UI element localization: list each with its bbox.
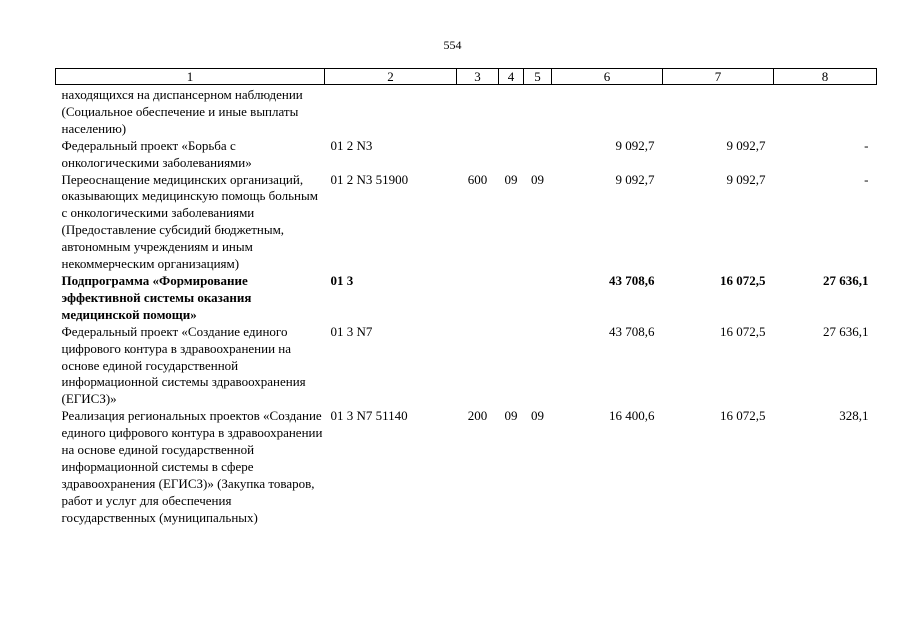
row-col-5 — [524, 138, 552, 172]
table-row — [56, 324, 877, 409]
row-col-3 — [457, 324, 499, 409]
row-col-3: 200 — [467, 408, 488, 424]
row-col-4 — [499, 85, 524, 138]
row-description: Федеральный проект «Борьба с онкологическими заболеваниями» — [61, 137, 252, 170]
row-value-8 — [774, 85, 877, 138]
row-value-6: 9 092,7 — [615, 137, 655, 153]
row-value-7: 9 092,7 — [726, 171, 766, 187]
row-code: 01 3 N7 51140 — [330, 408, 408, 424]
row-col-4: 09 — [504, 408, 518, 424]
column-number-6: 6 — [552, 69, 663, 85]
row-value-7 — [663, 85, 774, 138]
row-value-7: 9 092,7 — [726, 137, 766, 153]
page-number: 554 — [443, 38, 462, 52]
row-col-4 — [499, 324, 524, 409]
row-col-4 — [499, 138, 524, 172]
row-col-3 — [457, 85, 499, 138]
row-description: находящихся на диспансерном наблюдении (Социальное обеспечение и иные выплаты населению) — [61, 87, 303, 136]
row-value-8: - — [864, 137, 869, 153]
row-value-6 — [552, 85, 663, 138]
row-col-5: 09 — [531, 408, 544, 424]
table-body — [56, 85, 877, 527]
row-col-4: 09 — [504, 171, 518, 187]
row-code — [325, 85, 457, 138]
row-col-3: 600 — [467, 171, 488, 187]
row-col-3 — [457, 138, 499, 172]
row-value-8: - — [864, 171, 869, 187]
column-number-5: 5 — [524, 69, 552, 85]
table-header — [56, 69, 877, 85]
row-value-7: 16 072,5 — [720, 272, 766, 288]
row-col-5 — [524, 85, 552, 138]
row-value-8: 328,1 — [839, 408, 869, 424]
row-description: Федеральный проект «Создание единого цифрового контура в здравоохранении на основе единой государственной информационной системы здравоохранения (ЕГИСЗ)» — [61, 323, 306, 407]
row-col-4 — [499, 273, 524, 324]
row-value-6: 43 708,6 — [609, 323, 655, 339]
row-value-7: 16 072,5 — [720, 323, 766, 339]
column-number-3: 3 — [457, 69, 499, 85]
table-row — [56, 408, 877, 526]
row-code: 01 3 N7 — [330, 323, 373, 339]
table-row — [56, 85, 877, 138]
header-row — [56, 69, 877, 85]
row-value-8: 27 636,1 — [823, 323, 869, 339]
column-number-8: 8 — [774, 69, 877, 85]
row-value-8: 27 636,1 — [823, 272, 869, 288]
column-number-4: 4 — [499, 69, 524, 85]
row-col-5 — [524, 324, 552, 409]
table-row — [56, 273, 877, 324]
row-code: 01 2 N3 — [330, 137, 373, 153]
row-description: Подпрограмма «Формирование эффективной системы оказания медицинской помощи» — [61, 272, 252, 322]
row-col-3 — [457, 273, 499, 324]
row-value-6: 9 092,7 — [615, 171, 655, 187]
row-value-7: 16 072,5 — [720, 408, 766, 424]
table-row — [56, 172, 877, 273]
column-number-2: 2 — [325, 69, 457, 85]
budget-table — [55, 68, 877, 527]
table-row — [56, 138, 877, 172]
row-col-5: 09 — [531, 171, 544, 187]
row-code: 01 3 — [330, 272, 354, 288]
row-value-6: 16 400,6 — [609, 408, 655, 424]
column-number-1: 1 — [56, 69, 325, 85]
row-col-5 — [524, 273, 552, 324]
row-description: Переоснащение медицинских организаций, оказывающих медицинскую помощь больным с онкологическими заболеваниями (Предоставление субсидий бюджетным, автономным учреждениям и иным некоммерческим организациям) — [61, 171, 318, 272]
row-description: Реализация региональных проектов «Создание единого цифрового контура в здравоохранении на основе единой государственной информационной системы в сфере здравоохранения (ЕГИСЗ)» (Закупка товаров, работ и услуг для обеспечения государственных (муниципальных) — [61, 408, 323, 525]
row-code: 01 2 N3 51900 — [330, 171, 409, 187]
column-number-7: 7 — [663, 69, 774, 85]
row-value-6: 43 708,6 — [609, 272, 655, 288]
